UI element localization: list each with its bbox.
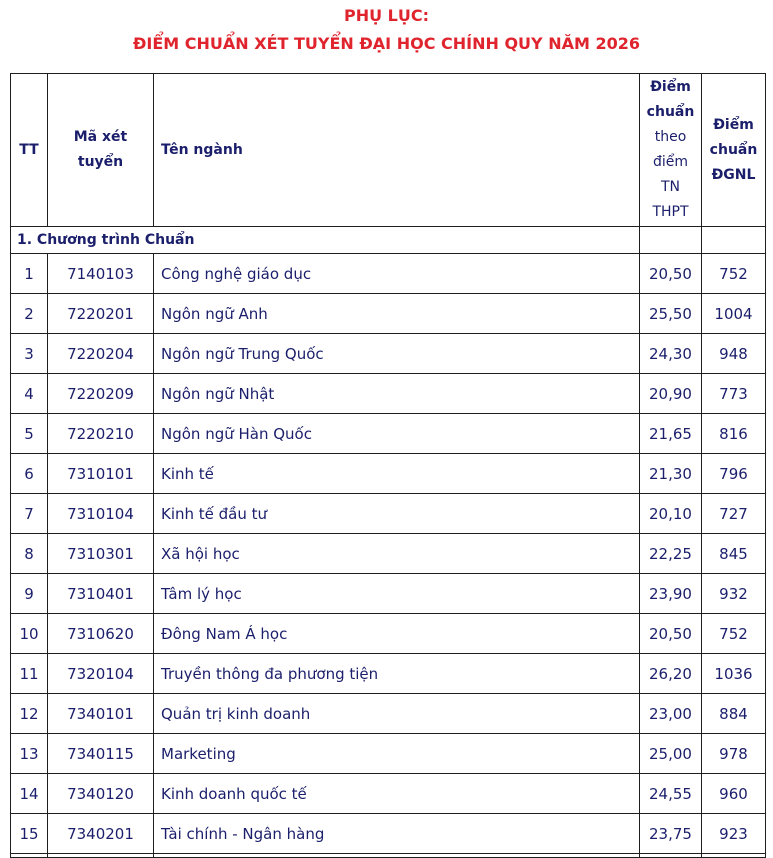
major-name: Ngôn ngữ Anh <box>154 294 640 334</box>
section-title: 1. Chương trình Chuẩn <box>11 227 640 254</box>
thpt-score: 20,90 <box>640 374 702 414</box>
row-number: 8 <box>11 534 48 574</box>
dgnl-score: 923 <box>702 814 766 854</box>
appendix-title: PHỤ LỤC: <box>343 6 429 25</box>
header-thpt-score <box>640 74 702 227</box>
table-row <box>11 414 766 454</box>
header-code-line: tuyển <box>77 154 124 170</box>
admission-code: 7340115 <box>48 734 154 774</box>
table-row <box>11 774 766 814</box>
header-dgnl-score <box>702 74 766 227</box>
thpt-score: 23,75 <box>640 814 702 854</box>
thpt-score: 20,50 <box>640 254 702 294</box>
row-number: 13 <box>11 734 48 774</box>
thpt-score: 25,50 <box>640 294 702 334</box>
header-thpt-line: Điểm <box>650 79 691 95</box>
table-row <box>11 254 766 294</box>
admission-code: 7310401 <box>48 574 154 614</box>
document-title: ĐIỂM CHUẨN XÉT TUYỂN ĐẠI HỌC CHÍNH QUY NĂM 2026 <box>133 34 640 53</box>
row-number: 2 <box>11 294 48 334</box>
row-number: 6 <box>11 454 48 494</box>
header-major-name: Tên ngành <box>154 74 640 227</box>
dgnl-score: 773 <box>702 374 766 414</box>
thpt-score: 22,25 <box>640 534 702 574</box>
dgnl-score: 1004 <box>702 294 766 334</box>
table-row <box>11 734 766 774</box>
table-row <box>11 574 766 614</box>
major-name: Marketing <box>154 734 640 774</box>
admission-code: 7320104 <box>48 654 154 694</box>
row-number: 14 <box>11 774 48 814</box>
major-name: Kinh tế <box>154 454 640 494</box>
major-name: Ngôn ngữ Trung Quốc <box>154 334 640 374</box>
admission-code: 7220210 <box>48 414 154 454</box>
header-thpt-line: điểm <box>652 154 689 170</box>
header-code-line: Mã xét <box>73 129 128 145</box>
table-row <box>11 294 766 334</box>
row-number: 7 <box>11 494 48 534</box>
thpt-score: 24,30 <box>640 334 702 374</box>
major-name: Quản trị kinh doanh <box>154 694 640 734</box>
thpt-score: 23,00 <box>640 694 702 734</box>
thpt-score: 24,55 <box>640 774 702 814</box>
thpt-score: 20,50 <box>640 614 702 654</box>
admission-code: 7310101 <box>48 454 154 494</box>
thpt-score: 21,65 <box>640 414 702 454</box>
major-name: Xã hội học <box>154 534 640 574</box>
admission-code: 7310104 <box>48 494 154 534</box>
admission-code: 7340201 <box>48 814 154 854</box>
table-row <box>11 374 766 414</box>
admission-code: 7220204 <box>48 334 154 374</box>
header-thpt-line: THPT <box>652 204 689 220</box>
major-name: Kinh doanh quốc tế <box>154 774 640 814</box>
row-number: 15 <box>11 814 48 854</box>
section-empty-cell <box>702 227 766 254</box>
dgnl-score: 816 <box>702 414 766 454</box>
header-tt: TT <box>11 74 48 227</box>
thpt-score: 26,20 <box>640 654 702 694</box>
row-number: 12 <box>11 694 48 734</box>
row-number: 10 <box>11 614 48 654</box>
admission-scores-table <box>10 73 766 858</box>
dgnl-score: 1036 <box>702 654 766 694</box>
major-name: Tâm lý học <box>154 574 640 614</box>
admission-code: 7310301 <box>48 534 154 574</box>
thpt-score: 23,90 <box>640 574 702 614</box>
dgnl-score: 948 <box>702 334 766 374</box>
admission-code: 7340101 <box>48 694 154 734</box>
table-row <box>11 454 766 494</box>
major-name: Kinh tế đầu tư <box>154 494 640 534</box>
dgnl-score: 796 <box>702 454 766 494</box>
table-row <box>11 694 766 734</box>
row-number: 9 <box>11 574 48 614</box>
major-name: Công nghệ giáo dục <box>154 254 640 294</box>
header-dgnl-line: chuẩn <box>709 141 758 158</box>
header-thpt-line: theo <box>654 129 687 145</box>
header-thpt-line: TN <box>660 179 681 195</box>
table-row <box>11 334 766 374</box>
dgnl-score: 752 <box>702 254 766 294</box>
dgnl-score: 978 <box>702 734 766 774</box>
major-name: Ngôn ngữ Hàn Quốc <box>154 414 640 454</box>
table-header-row <box>11 74 766 227</box>
row-number: 5 <box>11 414 48 454</box>
admission-code: 7340120 <box>48 774 154 814</box>
major-name: Ngôn ngữ Nhật <box>154 374 640 414</box>
section-row <box>11 227 766 254</box>
table-row <box>11 814 766 854</box>
dgnl-score: 932 <box>702 574 766 614</box>
header-dgnl-line: ĐGNL <box>711 166 756 183</box>
admission-code: 7220201 <box>48 294 154 334</box>
header-thpt-line: chuẩn <box>646 104 695 120</box>
dgnl-score: 884 <box>702 694 766 734</box>
table-row <box>11 494 766 534</box>
section-empty-cell <box>640 227 702 254</box>
dgnl-score: 960 <box>702 774 766 814</box>
major-name: Đông Nam Á học <box>154 614 640 654</box>
row-number: 11 <box>11 654 48 694</box>
dgnl-score: 752 <box>702 614 766 654</box>
table-row <box>11 534 766 574</box>
major-name: Truyền thông đa phương tiện <box>154 654 640 694</box>
row-number: 3 <box>11 334 48 374</box>
row-number: 4 <box>11 374 48 414</box>
admission-code: 7140103 <box>48 254 154 294</box>
row-number: 1 <box>11 254 48 294</box>
dgnl-score: 727 <box>702 494 766 534</box>
thpt-score: 20,10 <box>640 494 702 534</box>
dgnl-score: 845 <box>702 534 766 574</box>
thpt-score: 25,00 <box>640 734 702 774</box>
table-row <box>11 614 766 654</box>
admission-code: 7220209 <box>48 374 154 414</box>
major-name: Tài chính - Ngân hàng <box>154 814 640 854</box>
header-dgnl-line: Điểm <box>713 116 754 133</box>
admission-code: 7310620 <box>48 614 154 654</box>
table-row <box>11 654 766 694</box>
thpt-score: 21,30 <box>640 454 702 494</box>
header-admission-code <box>48 74 154 227</box>
